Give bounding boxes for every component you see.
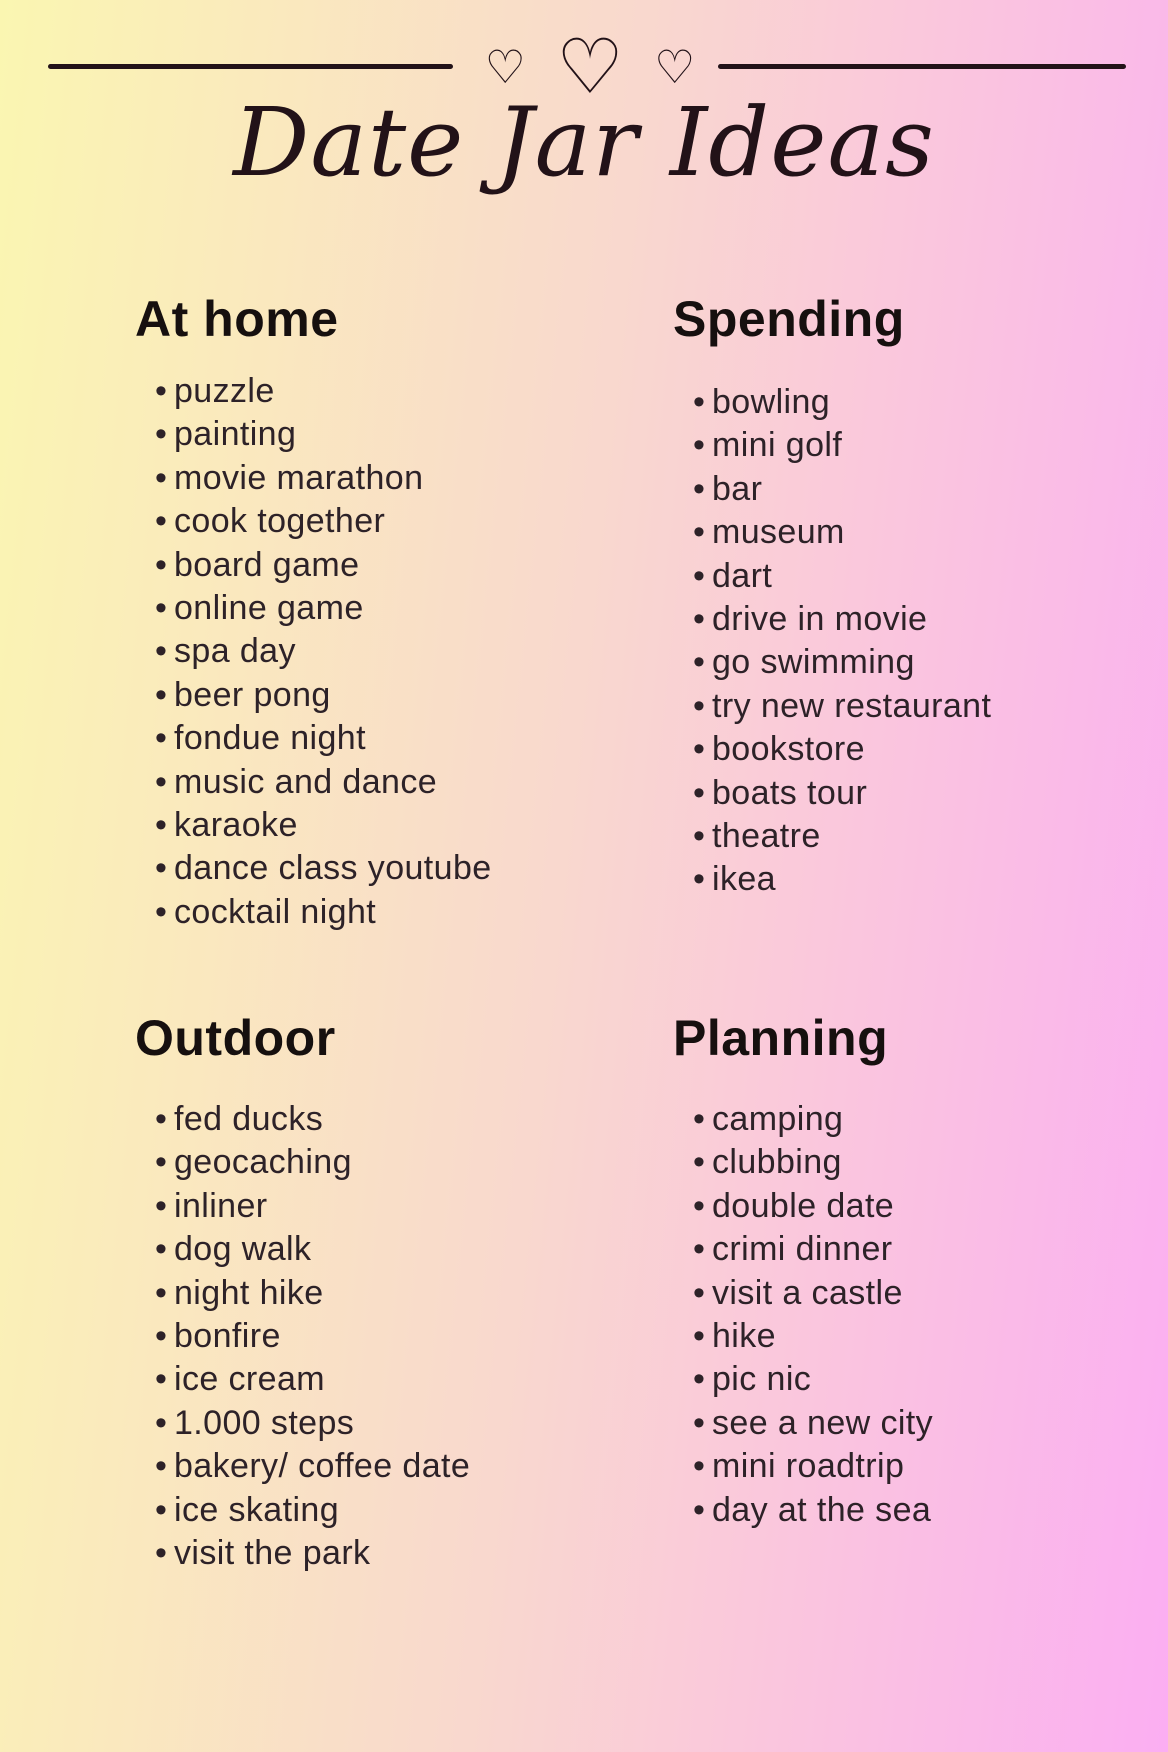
bullet-icon: • (693, 426, 706, 465)
list-item-label: mini golf (712, 426, 843, 465)
bullet-icon: • (155, 1490, 168, 1529)
bullet-icon: • (155, 762, 168, 801)
list-item-label: drive in movie (712, 600, 928, 639)
list-item (155, 544, 605, 587)
bullet-icon: • (155, 372, 168, 410)
list-item-label: fed ducks (174, 1100, 324, 1138)
heart-icon: ♡ (654, 40, 696, 94)
bullet-icon: • (155, 1534, 168, 1573)
bullet-icon: • (155, 675, 168, 714)
bullet-icon: • (155, 1100, 168, 1138)
list-item (155, 1489, 605, 1532)
bullet-icon: • (693, 817, 706, 856)
bullet-icon: • (693, 773, 706, 812)
list-item-label: camping (712, 1100, 844, 1138)
bullet-icon: • (693, 1186, 706, 1225)
list-item (693, 468, 1143, 511)
list-item (155, 717, 605, 760)
list-item-label: night hike (174, 1273, 324, 1312)
bullet-icon: • (693, 1447, 706, 1486)
section-outdoor (135, 1010, 605, 1575)
bullet-icon: • (155, 719, 168, 758)
divider-line-right (718, 64, 1126, 69)
list-item (155, 1532, 605, 1575)
list-item (155, 500, 605, 543)
bullet-icon: • (155, 589, 168, 628)
list-item (693, 1141, 1143, 1184)
divider-line-left (48, 64, 453, 69)
list-item-label: dance class youtube (174, 849, 492, 888)
list-item-label: mini roadtrip (712, 1447, 905, 1486)
list-item (693, 685, 1143, 728)
list-item-label: cocktail night (174, 892, 377, 931)
section-at-home (135, 291, 605, 934)
bullet-icon: • (155, 1186, 168, 1225)
list-item (155, 1445, 605, 1488)
bullet-icon: • (693, 860, 706, 899)
bullet-icon: • (693, 1403, 706, 1442)
bullet-icon: • (155, 1143, 168, 1182)
list-item-label: spa day (174, 632, 296, 671)
list-item-label: online game (174, 589, 364, 628)
list-item-label: 1.000 steps (174, 1403, 355, 1442)
bullet-icon: • (155, 1317, 168, 1356)
list-item-label: beer pong (174, 675, 331, 714)
list-item (693, 1358, 1143, 1401)
idea-list (673, 1098, 1143, 1532)
bullet-icon: • (693, 1273, 706, 1312)
list-item-label: movie marathon (174, 458, 424, 497)
bullet-icon: • (693, 1490, 706, 1529)
list-item (693, 728, 1143, 771)
bullet-icon: • (693, 686, 706, 725)
list-item (693, 511, 1143, 554)
bullet-icon: • (155, 632, 168, 671)
section-heading: Outdoor (135, 1010, 336, 1066)
bullet-icon: • (155, 1403, 168, 1442)
list-item-label: puzzle (174, 372, 275, 410)
list-item-label: inliner (174, 1186, 268, 1225)
list-item-label: ice skating (174, 1490, 340, 1529)
list-item (155, 1358, 605, 1401)
bullet-icon: • (155, 502, 168, 541)
list-item-label: bar (712, 469, 763, 508)
section-heading: At home (135, 291, 339, 347)
bullet-icon: • (693, 556, 706, 595)
list-item (155, 1272, 605, 1315)
bullet-icon: • (155, 458, 168, 497)
section-heading: Spending (673, 291, 905, 347)
list-item (155, 1185, 605, 1228)
list-item (693, 598, 1143, 641)
list-item (155, 370, 605, 413)
list-item (693, 424, 1143, 467)
list-item-label: bowling (712, 383, 831, 421)
bullet-icon: • (693, 1317, 706, 1356)
list-item-label: dart (712, 556, 773, 595)
list-item (693, 1315, 1143, 1358)
heart-icon: ♡ (555, 22, 625, 111)
section-heading: Planning (673, 1010, 889, 1066)
list-item (155, 804, 605, 847)
list-item-label: theatre (712, 817, 821, 856)
list-item-label: karaoke (174, 806, 298, 845)
list-item (693, 858, 1143, 901)
bullet-icon: • (693, 469, 706, 508)
list-item-label: geocaching (174, 1143, 352, 1182)
bullet-icon: • (693, 600, 706, 639)
list-item-label: ice cream (174, 1360, 325, 1399)
list-item (155, 891, 605, 934)
list-item-label: hike (712, 1317, 776, 1356)
list-item-label: ikea (712, 860, 776, 899)
bullet-icon: • (155, 849, 168, 888)
list-item (693, 1445, 1143, 1488)
list-item (693, 381, 1143, 424)
list-item (155, 1228, 605, 1271)
list-item-label: clubbing (712, 1143, 842, 1182)
list-item (693, 641, 1143, 684)
idea-list (673, 381, 1143, 902)
list-item-label: crimi dinner (712, 1230, 893, 1269)
list-item-label: day at the sea (712, 1490, 932, 1529)
list-item-label: visit a castle (712, 1273, 903, 1312)
idea-list (135, 370, 605, 934)
list-item (155, 630, 605, 673)
bullet-icon: • (155, 892, 168, 931)
list-item-label: dog walk (174, 1230, 312, 1269)
list-item-label: fondue night (174, 719, 366, 758)
list-item-label: double date (712, 1186, 895, 1225)
list-item (155, 847, 605, 890)
list-item (155, 1402, 605, 1445)
list-item (693, 1402, 1143, 1445)
list-item-label: bakery/ coffee date (174, 1447, 471, 1486)
bullet-icon: • (693, 730, 706, 769)
list-item-label: go swimming (712, 643, 915, 682)
bullet-icon: • (693, 513, 706, 552)
bullet-icon: • (693, 1143, 706, 1182)
heart-icon: ♡ (484, 40, 526, 94)
page-title: Date Jar Ideas (233, 88, 935, 198)
list-item (693, 555, 1143, 598)
section-spending (673, 291, 1143, 902)
list-item (693, 1185, 1143, 1228)
list-item (693, 1272, 1143, 1315)
list-item (155, 587, 605, 630)
bullet-icon: • (693, 383, 706, 421)
list-item-label: music and dance (174, 762, 438, 801)
idea-list (135, 1098, 605, 1575)
bullet-icon: • (693, 643, 706, 682)
bullet-icon: • (693, 1230, 706, 1269)
list-item-label: board game (174, 545, 360, 584)
list-item (693, 1228, 1143, 1271)
list-item-label: bonfire (174, 1317, 281, 1356)
list-item (155, 1315, 605, 1358)
list-item-label: painting (174, 415, 297, 454)
list-item (693, 815, 1143, 858)
bullet-icon: • (693, 1360, 706, 1399)
list-item-label: cook together (174, 502, 386, 541)
list-item-label: visit the park (174, 1534, 371, 1573)
list-item (693, 772, 1143, 815)
list-item-label: see a new city (712, 1403, 934, 1442)
bullet-icon: • (155, 806, 168, 845)
bullet-icon: • (155, 1447, 168, 1486)
bullet-icon: • (155, 545, 168, 584)
list-item-label: pic nic (712, 1360, 812, 1399)
list-item-label: bookstore (712, 730, 865, 769)
list-item (155, 457, 605, 500)
list-item-label: museum (712, 513, 845, 552)
bullet-icon: • (155, 415, 168, 454)
list-item-label: boats tour (712, 773, 868, 812)
list-item-label: try new restaurant (712, 686, 992, 725)
list-item (155, 1141, 605, 1184)
bullet-icon: • (693, 1100, 706, 1138)
list-item (155, 761, 605, 804)
list-item (155, 674, 605, 717)
bullet-icon: • (155, 1360, 168, 1399)
list-item (155, 1098, 605, 1141)
list-item (155, 413, 605, 456)
section-planning (673, 1010, 1143, 1532)
list-item (693, 1489, 1143, 1532)
bullet-icon: • (155, 1273, 168, 1312)
list-item (693, 1098, 1143, 1141)
bullet-icon: • (155, 1230, 168, 1269)
